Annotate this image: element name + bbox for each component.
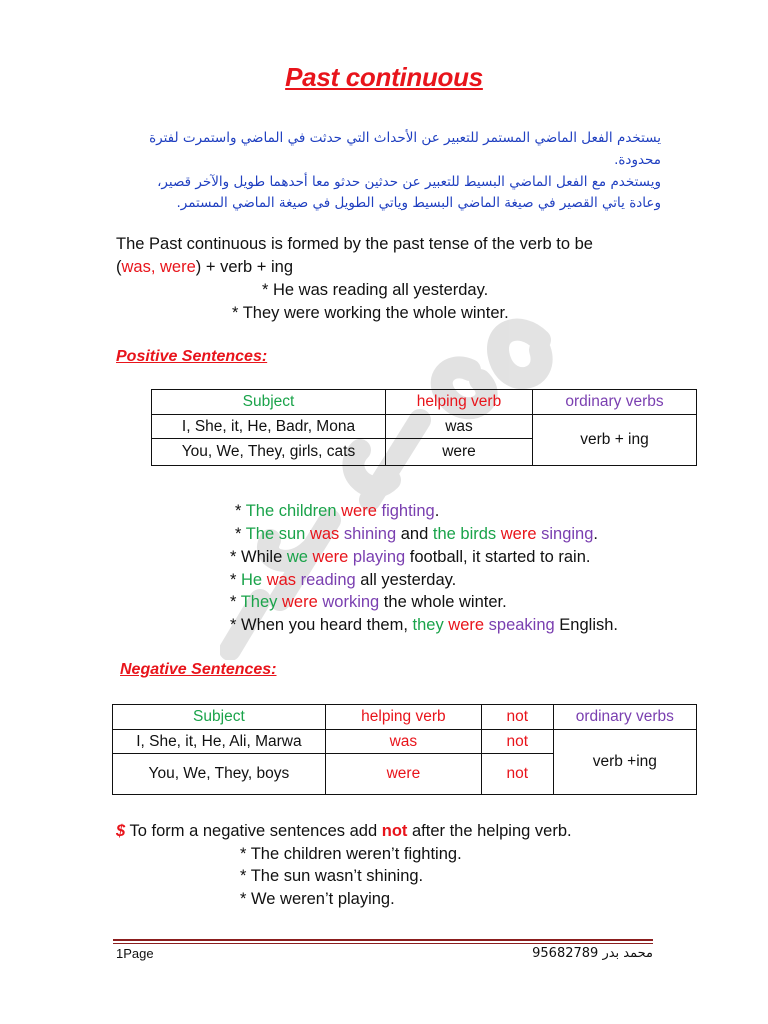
sentence-green-segment: The children xyxy=(245,502,337,520)
header-helping-verb: helping verb xyxy=(386,390,533,415)
sentence-red-segment: was xyxy=(266,571,297,589)
sentence-purple-segment: speaking xyxy=(488,616,555,634)
positive-table-header xyxy=(152,390,697,415)
intro-formula xyxy=(116,256,293,279)
sentence-segment: and xyxy=(396,525,433,543)
sentence-red-segment: were xyxy=(341,502,377,520)
intro-line-1: The Past continuous is formed by the past tense of the verb to be xyxy=(116,235,593,253)
sentence-segment: * xyxy=(235,502,246,520)
sentence-segment: football, it started to rain. xyxy=(405,548,591,566)
sentence-green-segment: the birds xyxy=(432,525,497,543)
footer-rule xyxy=(113,939,653,941)
footer-page-number: 1Page xyxy=(116,946,154,961)
sentence-segment: * xyxy=(230,593,241,611)
sentence-red-segment: were xyxy=(500,525,537,543)
sentence-red-segment: were xyxy=(312,548,349,566)
sentence-purple-segment: singing xyxy=(541,525,594,543)
positive-example-4 xyxy=(230,569,456,592)
sentence-segment: * When you heard them, xyxy=(230,616,413,634)
helping-cell: was xyxy=(386,415,533,439)
header-ordinary-verbs: ordinary verbs xyxy=(553,705,696,730)
sentence-red-segment: were xyxy=(282,593,318,611)
negative-table xyxy=(112,704,697,795)
positive-example-6 xyxy=(230,614,618,637)
intro-was-were: was, were xyxy=(121,258,196,276)
sentence-segment: * While xyxy=(230,548,287,566)
header-subject: Subject xyxy=(152,390,386,415)
footer-contact: محمد بدر 95682789 xyxy=(532,946,653,961)
positive-example-1 xyxy=(235,500,439,523)
positive-table xyxy=(151,389,697,466)
rule-keyword: not xyxy=(381,822,408,840)
positive-example-2 xyxy=(235,523,598,546)
sentence-red-segment: was xyxy=(309,525,340,543)
sentence-purple-segment: working xyxy=(322,593,380,611)
negative-example-3: * We weren’t playing. xyxy=(240,890,395,908)
ordinary-cell: verb +ing xyxy=(553,730,696,795)
sentence-red-segment: were xyxy=(448,616,485,634)
intro-example-2: * They were working the whole winter. xyxy=(232,304,509,322)
intro-example-1: * He was reading all yesterday. xyxy=(262,281,489,299)
subject-cell: You, We, They, boys xyxy=(113,754,326,795)
negative-rule xyxy=(116,820,572,843)
arabic-line-1: يستخدم الفعل الماضي المستمر للتعبير عن الأحداث التي حدثت في الماضي واستمرت لفترة xyxy=(149,130,661,146)
subject-cell: I, She, it, He, Badr, Mona xyxy=(152,415,386,439)
negative-table-header xyxy=(113,705,697,730)
footer-rule-thin xyxy=(113,943,653,944)
intro-formula-rest: ) + verb + ing xyxy=(195,258,294,276)
sentence-purple-segment: reading xyxy=(300,571,356,589)
negative-example-2: * The sun wasn’t shining. xyxy=(240,867,424,885)
not-cell: not xyxy=(482,730,554,754)
sentence-segment: * xyxy=(230,571,242,589)
intro-open-paren: ( xyxy=(116,258,122,276)
positive-example-3 xyxy=(230,546,590,569)
sentence-purple-segment: shining xyxy=(343,525,397,543)
arabic-line-3: ويستخدم مع الفعل الماضي البسيط للتعبير عن حدثين حدثو معا أحدهما طويل والآخر قصير، xyxy=(157,174,661,190)
sentence-segment: . xyxy=(434,502,440,520)
helping-cell: were xyxy=(386,439,533,466)
sentence-segment: all yesterday. xyxy=(355,571,457,589)
sentence-purple-segment: fighting xyxy=(381,502,435,520)
sentence-segment: . xyxy=(593,525,599,543)
rule-after: after the helping verb. xyxy=(407,822,572,840)
arabic-line-2: محدودة. xyxy=(614,152,661,168)
arabic-line-4: وعادة ياتي القصير في صيغة الماضي البسيط وياتي الطويل في صيغة الماضي المستمر. xyxy=(176,195,661,211)
sentence-purple-segment: playing xyxy=(352,548,406,566)
not-cell: not xyxy=(482,754,554,795)
page-title: Past continuous xyxy=(285,62,483,92)
sentence-segment: * xyxy=(235,525,246,543)
helping-cell: was xyxy=(325,730,481,754)
subject-cell: You, We, They, girls, cats xyxy=(152,439,386,466)
sentence-green-segment: they xyxy=(412,616,444,634)
negative-heading: Negative Sentences: xyxy=(120,661,277,678)
table-row xyxy=(152,415,697,439)
header-ordinary-verbs: ordinary verbs xyxy=(533,390,697,415)
positive-example-5 xyxy=(230,591,507,614)
header-subject: Subject xyxy=(113,705,326,730)
helping-cell: were xyxy=(325,754,481,795)
sentence-green-segment: They xyxy=(240,593,278,611)
negative-example-1: * The children weren’t fighting. xyxy=(240,845,462,863)
header-helping-verb: helping verb xyxy=(325,705,481,730)
positive-heading: Positive Sentences: xyxy=(116,348,268,365)
sentence-segment: the whole winter. xyxy=(379,593,507,611)
rule-before: To form a negative sentences add xyxy=(129,822,382,840)
sentence-segment: English. xyxy=(554,616,619,634)
subject-cell: I, She, it, He, Ali, Marwa xyxy=(113,730,326,754)
table-row xyxy=(113,730,697,754)
header-not: not xyxy=(482,705,554,730)
ordinary-cell: verb + ing xyxy=(533,415,697,466)
sentence-green-segment: The sun xyxy=(245,525,306,543)
sentence-green-segment: He xyxy=(241,571,263,589)
sentence-green-segment: we xyxy=(286,548,308,566)
dollar-symbol: $ xyxy=(116,822,126,840)
